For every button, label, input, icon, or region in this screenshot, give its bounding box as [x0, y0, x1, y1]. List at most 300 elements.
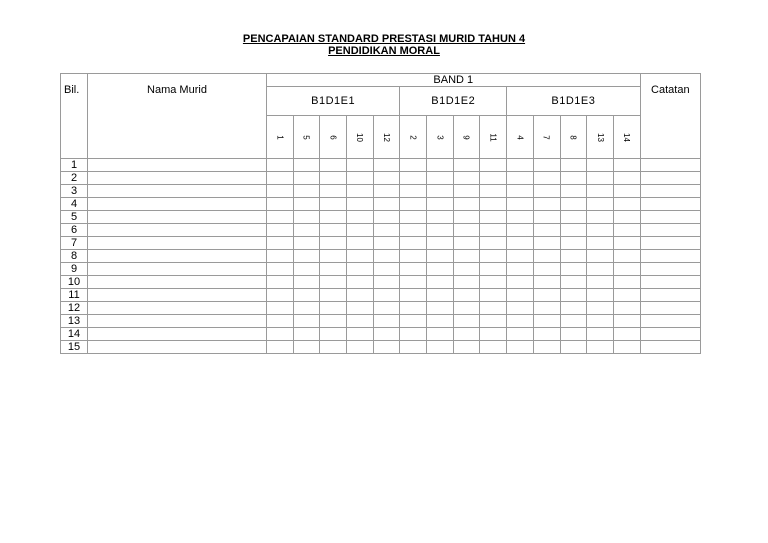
evidence-cell[interactable]	[453, 341, 480, 354]
catatan-cell[interactable]	[640, 276, 700, 289]
evidence-cell[interactable]	[507, 198, 534, 211]
evidence-cell[interactable]	[533, 224, 560, 237]
row-number: 14	[61, 328, 88, 341]
evidence-label: 8	[568, 135, 578, 140]
evidence-cell[interactable]	[560, 224, 587, 237]
evidence-cell[interactable]	[266, 250, 293, 263]
evidence-cell[interactable]	[320, 302, 347, 315]
evidence-cell[interactable]	[453, 198, 480, 211]
evidence-cell[interactable]	[320, 172, 347, 185]
evidence-cell[interactable]	[373, 185, 400, 198]
evidence-cell[interactable]	[453, 315, 480, 328]
evidence-cell[interactable]	[400, 224, 427, 237]
catatan-cell[interactable]	[640, 328, 700, 341]
evidence-cell[interactable]	[266, 263, 293, 276]
evidence-cell[interactable]	[560, 159, 587, 172]
evidence-label: 5	[301, 135, 311, 140]
evidence-cell[interactable]	[587, 198, 614, 211]
student-name-cell[interactable]	[88, 328, 267, 341]
table-row	[61, 289, 701, 302]
evidence-cell[interactable]	[453, 159, 480, 172]
evidence-cell[interactable]	[373, 315, 400, 328]
evidence-cell[interactable]	[560, 328, 587, 341]
evidence-cell[interactable]	[587, 328, 614, 341]
row-number: 3	[61, 185, 88, 198]
evidence-cell[interactable]	[507, 224, 534, 237]
evidence-cell[interactable]	[373, 224, 400, 237]
student-name-cell[interactable]	[88, 198, 267, 211]
table-row	[61, 250, 701, 263]
header-evidence	[560, 116, 587, 159]
catatan-cell[interactable]	[640, 237, 700, 250]
evidence-cell[interactable]	[427, 289, 454, 302]
evidence-cell[interactable]	[613, 224, 640, 237]
table-row	[61, 198, 701, 211]
student-name-cell[interactable]	[88, 263, 267, 276]
evidence-cell[interactable]	[453, 185, 480, 198]
evidence-label: 3	[435, 135, 445, 140]
evidence-label: 11	[488, 133, 498, 142]
evidence-cell[interactable]	[453, 211, 480, 224]
evidence-cell[interactable]	[320, 289, 347, 302]
header-bil: Bil.	[61, 74, 88, 159]
evidence-cell[interactable]	[427, 276, 454, 289]
student-name-cell[interactable]	[88, 289, 267, 302]
evidence-cell[interactable]	[400, 276, 427, 289]
evidence-cell[interactable]	[400, 211, 427, 224]
evidence-cell[interactable]	[560, 263, 587, 276]
evidence-cell[interactable]	[453, 289, 480, 302]
header-band: BAND 1	[266, 74, 640, 87]
evidence-cell[interactable]	[347, 328, 374, 341]
evidence-cell[interactable]	[293, 302, 320, 315]
row-number: 11	[61, 289, 88, 302]
evidence-cell[interactable]	[347, 341, 374, 354]
evidence-cell[interactable]	[266, 237, 293, 250]
evidence-cell[interactable]	[613, 302, 640, 315]
student-name-cell[interactable]	[88, 237, 267, 250]
evidence-cell[interactable]	[347, 289, 374, 302]
header-evidence	[480, 116, 507, 159]
evidence-cell[interactable]	[347, 302, 374, 315]
header-evidence	[373, 116, 400, 159]
student-name-cell[interactable]	[88, 172, 267, 185]
evidence-cell[interactable]	[347, 315, 374, 328]
evidence-cell[interactable]	[587, 263, 614, 276]
evidence-cell[interactable]	[400, 315, 427, 328]
evidence-cell[interactable]	[400, 237, 427, 250]
evidence-cell[interactable]	[293, 276, 320, 289]
evidence-cell[interactable]	[373, 250, 400, 263]
evidence-cell[interactable]	[507, 159, 534, 172]
evidence-cell[interactable]	[453, 172, 480, 185]
row-number: 8	[61, 250, 88, 263]
evidence-cell[interactable]	[480, 185, 507, 198]
evidence-cell[interactable]	[507, 185, 534, 198]
catatan-cell[interactable]	[640, 263, 700, 276]
evidence-cell[interactable]	[400, 250, 427, 263]
evidence-cell[interactable]	[533, 341, 560, 354]
evidence-cell[interactable]	[427, 198, 454, 211]
evidence-cell[interactable]	[266, 185, 293, 198]
evidence-cell[interactable]	[427, 263, 454, 276]
evidence-cell[interactable]	[480, 237, 507, 250]
evidence-cell[interactable]	[373, 341, 400, 354]
catatan-cell[interactable]	[640, 198, 700, 211]
evidence-cell[interactable]	[560, 276, 587, 289]
evidence-cell[interactable]	[613, 211, 640, 224]
evidence-cell[interactable]	[533, 302, 560, 315]
header-evidence	[266, 116, 293, 159]
evidence-cell[interactable]	[347, 237, 374, 250]
evidence-cell[interactable]	[533, 172, 560, 185]
table-row	[61, 172, 701, 185]
row-number: 9	[61, 263, 88, 276]
evidence-cell[interactable]	[293, 198, 320, 211]
evidence-label: 2	[408, 135, 418, 140]
evidence-cell[interactable]	[373, 237, 400, 250]
evidence-cell[interactable]	[266, 224, 293, 237]
evidence-cell[interactable]	[320, 211, 347, 224]
evidence-cell[interactable]	[507, 263, 534, 276]
evidence-cell[interactable]	[293, 263, 320, 276]
evidence-cell[interactable]	[507, 289, 534, 302]
header-nama-murid: Nama Murid	[88, 74, 267, 159]
evidence-cell[interactable]	[293, 211, 320, 224]
header-standard: B1D1E2	[400, 87, 507, 116]
header-evidence	[320, 116, 347, 159]
evidence-cell[interactable]	[480, 159, 507, 172]
evidence-cell[interactable]	[560, 315, 587, 328]
evidence-cell[interactable]	[266, 276, 293, 289]
evidence-cell[interactable]	[613, 250, 640, 263]
header-evidence	[400, 116, 427, 159]
evidence-cell[interactable]	[373, 263, 400, 276]
evidence-cell[interactable]	[480, 289, 507, 302]
evidence-cell[interactable]	[347, 250, 374, 263]
evidence-cell[interactable]	[266, 198, 293, 211]
evidence-cell[interactable]	[347, 198, 374, 211]
report-title: PENCAPAIAN STANDARD PRESTASI MURID TAHUN 4	[242, 33, 526, 45]
evidence-cell[interactable]	[266, 159, 293, 172]
evidence-cell[interactable]	[427, 328, 454, 341]
report-subtitle: PENDIDIKAN MORAL	[328, 45, 440, 57]
evidence-cell[interactable]	[613, 263, 640, 276]
evidence-cell[interactable]	[533, 276, 560, 289]
student-name-cell[interactable]	[88, 211, 267, 224]
student-name-cell[interactable]	[88, 159, 267, 172]
evidence-cell[interactable]	[587, 302, 614, 315]
evidence-cell[interactable]	[453, 250, 480, 263]
header-catatan: Catatan	[640, 74, 700, 159]
evidence-cell[interactable]	[293, 185, 320, 198]
evidence-cell[interactable]	[533, 159, 560, 172]
evidence-cell[interactable]	[427, 159, 454, 172]
catatan-cell[interactable]	[640, 224, 700, 237]
evidence-label: 14	[622, 133, 632, 142]
evidence-cell[interactable]	[400, 198, 427, 211]
evidence-cell[interactable]	[373, 289, 400, 302]
evidence-cell[interactable]	[560, 302, 587, 315]
table-row	[61, 276, 701, 289]
evidence-cell[interactable]	[480, 250, 507, 263]
header-evidence	[453, 116, 480, 159]
evidence-cell[interactable]	[293, 341, 320, 354]
evidence-cell[interactable]	[480, 198, 507, 211]
header-evidence	[427, 116, 454, 159]
evidence-cell[interactable]	[533, 250, 560, 263]
row-number: 6	[61, 224, 88, 237]
evidence-cell[interactable]	[320, 198, 347, 211]
evidence-cell[interactable]	[480, 263, 507, 276]
evidence-label: 12	[382, 133, 392, 142]
evidence-cell[interactable]	[507, 172, 534, 185]
evidence-cell[interactable]	[320, 341, 347, 354]
evidence-label: 1	[275, 135, 285, 140]
evidence-cell[interactable]	[613, 185, 640, 198]
evidence-cell[interactable]	[453, 302, 480, 315]
evidence-cell[interactable]	[587, 237, 614, 250]
student-name-cell[interactable]	[88, 302, 267, 315]
evidence-cell[interactable]	[533, 237, 560, 250]
evidence-cell[interactable]	[613, 172, 640, 185]
evidence-cell[interactable]	[427, 341, 454, 354]
evidence-label: 6	[328, 135, 338, 140]
evidence-cell[interactable]	[480, 172, 507, 185]
evidence-cell[interactable]	[533, 211, 560, 224]
catatan-cell[interactable]	[640, 315, 700, 328]
student-name-cell[interactable]	[88, 315, 267, 328]
evidence-cell[interactable]	[480, 211, 507, 224]
row-number: 1	[61, 159, 88, 172]
evidence-cell[interactable]	[293, 328, 320, 341]
evidence-cell[interactable]	[427, 302, 454, 315]
evidence-cell[interactable]	[320, 185, 347, 198]
evidence-cell[interactable]	[400, 341, 427, 354]
evidence-cell[interactable]	[613, 315, 640, 328]
catatan-cell[interactable]	[640, 250, 700, 263]
evidence-cell[interactable]	[453, 276, 480, 289]
row-number: 5	[61, 211, 88, 224]
evidence-cell[interactable]	[347, 172, 374, 185]
evidence-cell[interactable]	[320, 250, 347, 263]
table-row	[61, 185, 701, 198]
evidence-cell[interactable]	[266, 315, 293, 328]
evidence-cell[interactable]	[587, 276, 614, 289]
table-row	[61, 211, 701, 224]
evidence-cell[interactable]	[613, 289, 640, 302]
evidence-cell[interactable]	[480, 224, 507, 237]
catatan-cell[interactable]	[640, 211, 700, 224]
row-number: 4	[61, 198, 88, 211]
evidence-cell[interactable]	[480, 315, 507, 328]
evidence-cell[interactable]	[587, 159, 614, 172]
catatan-cell[interactable]	[640, 302, 700, 315]
row-number: 12	[61, 302, 88, 315]
evidence-cell[interactable]	[347, 185, 374, 198]
evidence-cell[interactable]	[400, 263, 427, 276]
evidence-cell[interactable]	[587, 211, 614, 224]
evidence-cell[interactable]	[507, 302, 534, 315]
evidence-cell[interactable]	[320, 159, 347, 172]
evidence-cell[interactable]	[613, 341, 640, 354]
header-evidence	[613, 116, 640, 159]
evidence-cell[interactable]	[507, 237, 534, 250]
table-row	[61, 263, 701, 276]
achievement-table	[60, 73, 701, 354]
evidence-cell[interactable]	[533, 263, 560, 276]
evidence-cell[interactable]	[613, 198, 640, 211]
evidence-cell[interactable]	[453, 328, 480, 341]
evidence-cell[interactable]	[453, 237, 480, 250]
evidence-cell[interactable]	[560, 341, 587, 354]
catatan-cell[interactable]	[640, 159, 700, 172]
evidence-cell[interactable]	[560, 250, 587, 263]
table-row	[61, 328, 701, 341]
evidence-cell[interactable]	[347, 263, 374, 276]
evidence-cell[interactable]	[373, 198, 400, 211]
evidence-cell[interactable]	[453, 224, 480, 237]
table-row	[61, 341, 701, 354]
table-row	[61, 302, 701, 315]
row-number: 10	[61, 276, 88, 289]
evidence-cell[interactable]	[320, 276, 347, 289]
header-evidence	[293, 116, 320, 159]
evidence-cell[interactable]	[587, 185, 614, 198]
student-name-cell[interactable]	[88, 276, 267, 289]
evidence-cell[interactable]	[587, 224, 614, 237]
evidence-cell[interactable]	[293, 250, 320, 263]
evidence-cell[interactable]	[613, 276, 640, 289]
evidence-cell[interactable]	[293, 159, 320, 172]
evidence-cell[interactable]	[427, 237, 454, 250]
evidence-cell[interactable]	[400, 185, 427, 198]
row-number: 13	[61, 315, 88, 328]
evidence-cell[interactable]	[266, 302, 293, 315]
row-number: 7	[61, 237, 88, 250]
evidence-cell[interactable]	[400, 302, 427, 315]
evidence-cell[interactable]	[453, 263, 480, 276]
evidence-cell[interactable]	[560, 211, 587, 224]
evidence-cell[interactable]	[507, 211, 534, 224]
evidence-cell[interactable]	[266, 328, 293, 341]
evidence-cell[interactable]	[587, 341, 614, 354]
evidence-cell[interactable]	[373, 172, 400, 185]
evidence-label: 13	[595, 133, 605, 142]
evidence-cell[interactable]	[293, 237, 320, 250]
evidence-cell[interactable]	[533, 289, 560, 302]
catatan-cell[interactable]	[640, 172, 700, 185]
evidence-cell[interactable]	[400, 159, 427, 172]
evidence-cell[interactable]	[533, 198, 560, 211]
evidence-cell[interactable]	[293, 315, 320, 328]
student-name-cell[interactable]	[88, 250, 267, 263]
evidence-cell[interactable]	[400, 172, 427, 185]
evidence-cell[interactable]	[427, 211, 454, 224]
evidence-label: 7	[542, 135, 552, 140]
evidence-cell[interactable]	[480, 302, 507, 315]
evidence-cell[interactable]	[560, 185, 587, 198]
table-row	[61, 224, 701, 237]
evidence-cell[interactable]	[427, 185, 454, 198]
evidence-cell[interactable]	[427, 250, 454, 263]
evidence-cell[interactable]	[320, 237, 347, 250]
evidence-cell[interactable]	[400, 289, 427, 302]
evidence-cell[interactable]	[480, 341, 507, 354]
evidence-cell[interactable]	[347, 224, 374, 237]
evidence-cell[interactable]	[266, 211, 293, 224]
evidence-cell[interactable]	[587, 289, 614, 302]
evidence-cell[interactable]	[320, 224, 347, 237]
evidence-cell[interactable]	[320, 263, 347, 276]
evidence-cell[interactable]	[613, 328, 640, 341]
student-name-cell[interactable]	[88, 185, 267, 198]
student-name-cell[interactable]	[88, 341, 267, 354]
evidence-cell[interactable]	[507, 250, 534, 263]
evidence-cell[interactable]	[293, 224, 320, 237]
evidence-cell[interactable]	[613, 237, 640, 250]
evidence-cell[interactable]	[373, 211, 400, 224]
header-standard: B1D1E3	[507, 87, 641, 116]
evidence-cell[interactable]	[587, 172, 614, 185]
header-evidence	[507, 116, 534, 159]
evidence-cell[interactable]	[560, 172, 587, 185]
evidence-cell[interactable]	[533, 185, 560, 198]
evidence-cell[interactable]	[293, 289, 320, 302]
evidence-cell[interactable]	[480, 328, 507, 341]
evidence-label: 4	[515, 135, 525, 140]
evidence-cell[interactable]	[400, 328, 427, 341]
evidence-cell[interactable]	[587, 250, 614, 263]
evidence-cell[interactable]	[266, 289, 293, 302]
evidence-cell[interactable]	[613, 159, 640, 172]
evidence-cell[interactable]	[587, 315, 614, 328]
evidence-cell[interactable]	[507, 341, 534, 354]
evidence-cell[interactable]	[507, 328, 534, 341]
evidence-cell[interactable]	[320, 315, 347, 328]
evidence-cell[interactable]	[320, 328, 347, 341]
evidence-cell[interactable]	[427, 224, 454, 237]
evidence-cell[interactable]	[507, 315, 534, 328]
evidence-cell[interactable]	[480, 276, 507, 289]
catatan-cell[interactable]	[640, 185, 700, 198]
evidence-cell[interactable]	[427, 315, 454, 328]
evidence-label: 10	[355, 133, 365, 142]
table-row	[61, 315, 701, 328]
evidence-cell[interactable]	[266, 341, 293, 354]
header-evidence	[533, 116, 560, 159]
catatan-cell[interactable]	[640, 341, 700, 354]
evidence-cell[interactable]	[373, 159, 400, 172]
evidence-cell[interactable]	[560, 289, 587, 302]
evidence-cell[interactable]	[347, 159, 374, 172]
evidence-cell[interactable]	[347, 211, 374, 224]
evidence-cell[interactable]	[347, 276, 374, 289]
evidence-cell[interactable]	[373, 302, 400, 315]
evidence-cell[interactable]	[507, 276, 534, 289]
catatan-cell[interactable]	[640, 289, 700, 302]
evidence-cell[interactable]	[266, 172, 293, 185]
student-name-cell[interactable]	[88, 224, 267, 237]
evidence-cell[interactable]	[533, 315, 560, 328]
evidence-cell[interactable]	[373, 276, 400, 289]
evidence-cell[interactable]	[293, 172, 320, 185]
evidence-cell[interactable]	[560, 198, 587, 211]
evidence-cell[interactable]	[427, 172, 454, 185]
evidence-cell[interactable]	[373, 328, 400, 341]
evidence-cell[interactable]	[560, 237, 587, 250]
evidence-cell[interactable]	[533, 328, 560, 341]
